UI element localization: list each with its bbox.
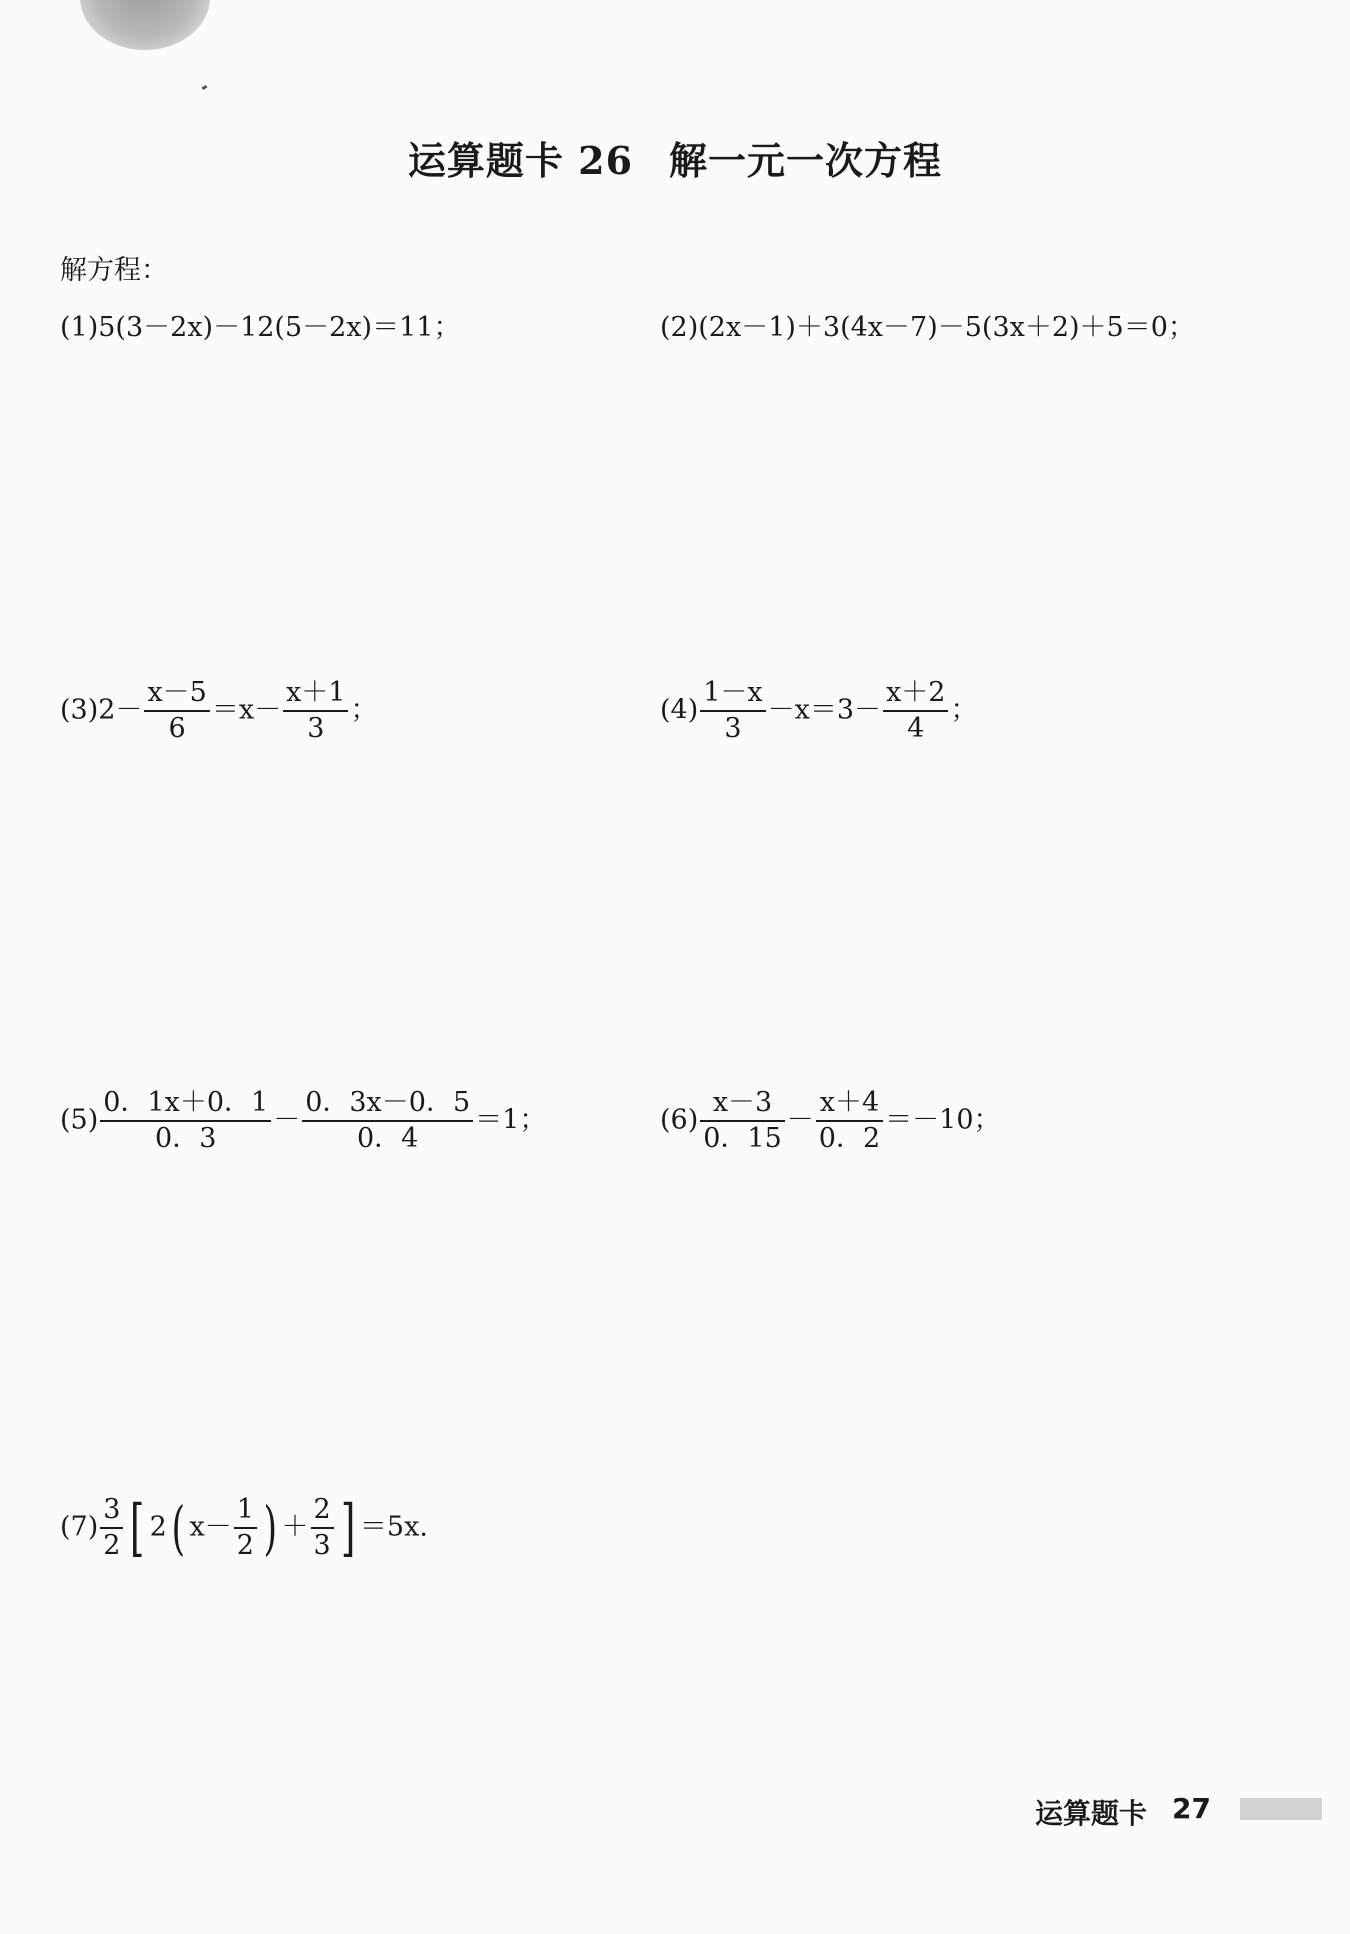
problem-4-term: －x＝3－ [767,694,882,726]
problem-3-fraction-2 [283,678,348,744]
problem-7 [60,1491,428,1564]
problem-2-label: (2) [660,312,699,343]
denominator: 6 [168,713,186,744]
problem-4 [660,678,977,744]
footer-decoration-bar [1240,1798,1322,1820]
problem-3 [60,678,377,744]
problem-5 [60,1088,546,1154]
left-paren: ( [171,1494,185,1562]
instruction: 解方程： [60,255,168,286]
numerator: x＋1 [283,678,348,712]
problem-4-fraction-1 [700,678,765,744]
denominator: 0．2 [818,1123,881,1154]
right-paren: ) [263,1494,278,1562]
numerator: 2 [311,1495,334,1529]
page-title [0,130,1350,185]
problem-3-term: ； [350,694,378,726]
numerator: x＋4 [816,1088,883,1122]
problem-1 [60,305,460,344]
problem-3-term: ＝x－ [211,694,282,726]
numerator: 0．1x＋0．1 [100,1088,271,1122]
denominator: 4 [907,713,925,744]
problem-7-fraction-2 [234,1495,257,1561]
scan-artifact [80,0,210,50]
problem-6-term: ＝－10； [885,1104,1001,1136]
numerator: 1 [234,1495,257,1529]
denominator: 3 [724,713,742,744]
left-bracket: [ [130,1491,145,1564]
numerator: 1－x [700,678,765,712]
problem-7-term: x－ [189,1511,232,1543]
problem-5-fraction-2 [302,1088,473,1154]
problem-3-term: 2－ [98,694,143,726]
problem-6-fraction-2 [816,1088,883,1154]
problem-3-label: (3) [60,694,99,726]
title-topic: 解一元一次方程 [669,138,943,183]
denominator: 2 [236,1530,254,1561]
problem-1-label: (1) [60,312,99,343]
numerator: 0．3x－0．5 [302,1088,473,1122]
problem-2 [660,305,1195,344]
right-bracket: ] [340,1491,356,1564]
problem-7-term: ＋ [281,1511,309,1543]
denominator: 0．4 [357,1123,419,1154]
problem-1-equation: 5(3－2x)－12(5－2x)＝11； [98,312,461,343]
problem-6 [660,1088,1001,1154]
problem-6-fraction-1 [700,1088,785,1154]
denominator: 3 [313,1530,331,1561]
footer-label: 运算题卡 [1035,1797,1148,1830]
title-card-number: 运算题卡 26 [407,138,634,183]
numerator: x＋2 [883,678,948,712]
problem-7-label: (7) [60,1511,99,1543]
problem-7-term: ＝5x. [359,1511,428,1543]
denominator: 3 [307,713,325,744]
problem-5-label: (5) [60,1104,99,1136]
problem-5-term: － [273,1104,301,1136]
problem-4-label: (4) [660,694,699,726]
scan-speck [202,85,208,90]
problem-4-term: ； [950,694,978,726]
numerator: x－5 [144,678,209,712]
problem-6-term: － [786,1104,814,1136]
problem-5-term: ＝1； [475,1104,547,1136]
denominator: 0．15 [703,1123,782,1154]
denominator: 2 [103,1530,121,1561]
numerator: x－3 [700,1088,785,1122]
numerator: 3 [100,1495,123,1529]
denominator: 0．3 [155,1123,217,1154]
problem-7-fraction-3 [311,1495,334,1561]
problem-6-label: (6) [660,1104,699,1136]
problem-3-fraction-1 [144,678,209,744]
problem-5-fraction-1 [100,1088,271,1154]
problem-2-equation: (2x－1)＋3(4x－7)－5(3x＋2)＋5＝0； [698,312,1195,343]
problem-7-fraction-1 [100,1495,123,1561]
problem-4-fraction-2 [883,678,948,744]
page-number: 27 [1172,1792,1211,1825]
problem-7-term: 2 [149,1511,167,1543]
